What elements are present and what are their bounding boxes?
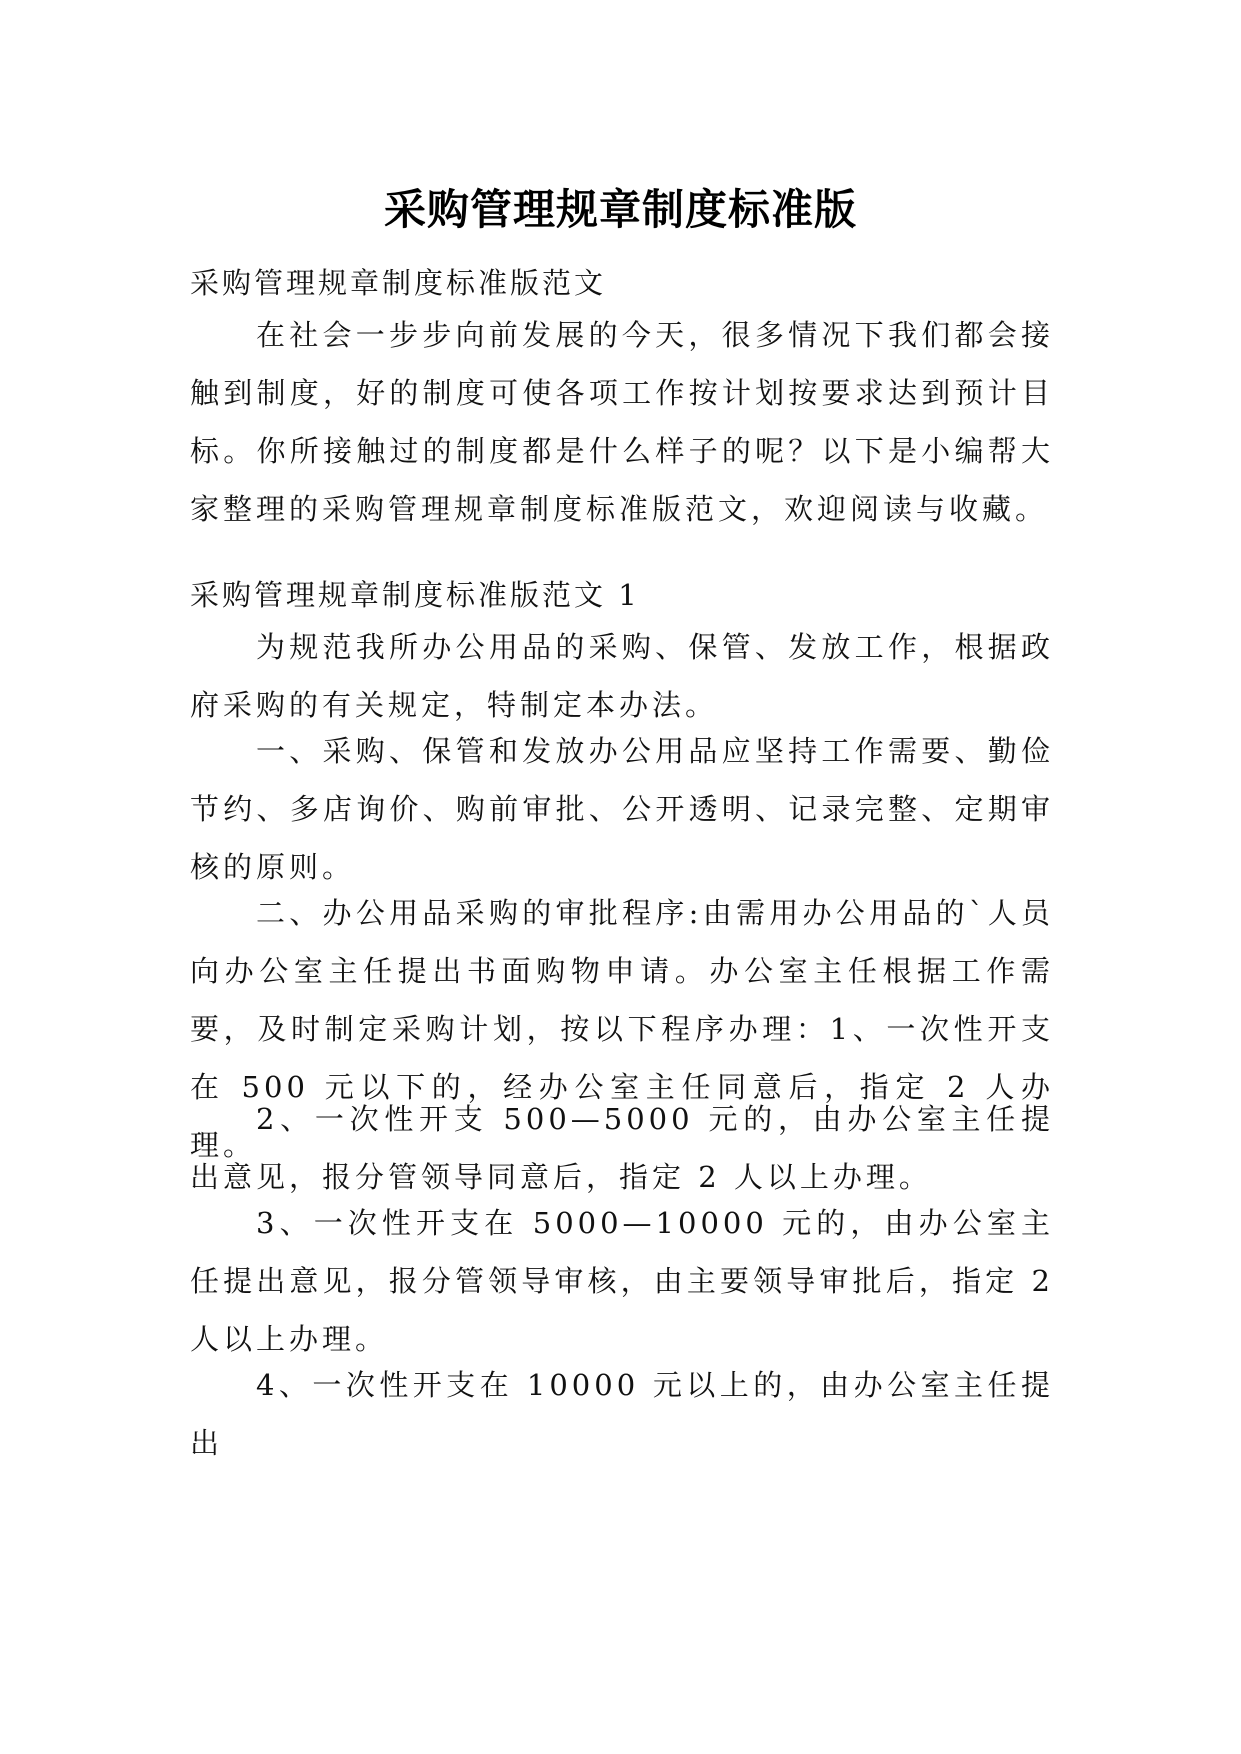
paragraph-approval-procedure: 二、办公用品采购的审批程序:由需用办公用品的`人员向办公室主任提出书面购物申请。办公室主任根据工作需要，及时制定采购计划，按以下程序办理：1、一次性开支在 500 元以下的，经办公室主任同意后，指定 2 人办理。 [190,896,1054,1162]
paragraph-rule-3: 3、一次性开支在 5000—10000 元的，由办公室主任提出意见，报分管领导审核，由主要领导审批后，指定 2 人以上办理。 [190,1206,1054,1356]
section-heading: 采购管理规章制度标准版范文 1 [190,578,640,612]
paragraph-principles: 一、采购、保管和发放办公用品应坚持工作需要、勤俭节约、多店询价、购前审批、公开透明、记录完整、定期审核的原则。 [190,734,1054,884]
paragraph-purpose: 为规范我所办公用品的采购、保管、发放工作，根据政府采购的有关规定，特制定本办法。 [190,630,1054,722]
intro-heading: 采购管理规章制度标准版范文 [190,266,607,300]
document-title: 采购管理规章制度标准版 [383,185,857,235]
paragraph-rule-2: 2、一次性开支 500—5000 元的，由办公室主任提出意见，报分管领导同意后，指定 2 人以上办理。 [190,1102,1054,1194]
paragraph-rule-4: 4、一次性开支在 10000 元以上的，由办公室主任提出 [190,1368,1054,1460]
intro-paragraph: 在社会一步步向前发展的今天，很多情况下我们都会接触到制度，好的制度可使各项工作按计划按要求达到预计目标。你所接触过的制度都是什么样子的呢？以下是小编帮大家整理的采购管理规章制度标准版范文，欢迎阅读与收藏。 [190,318,1054,526]
